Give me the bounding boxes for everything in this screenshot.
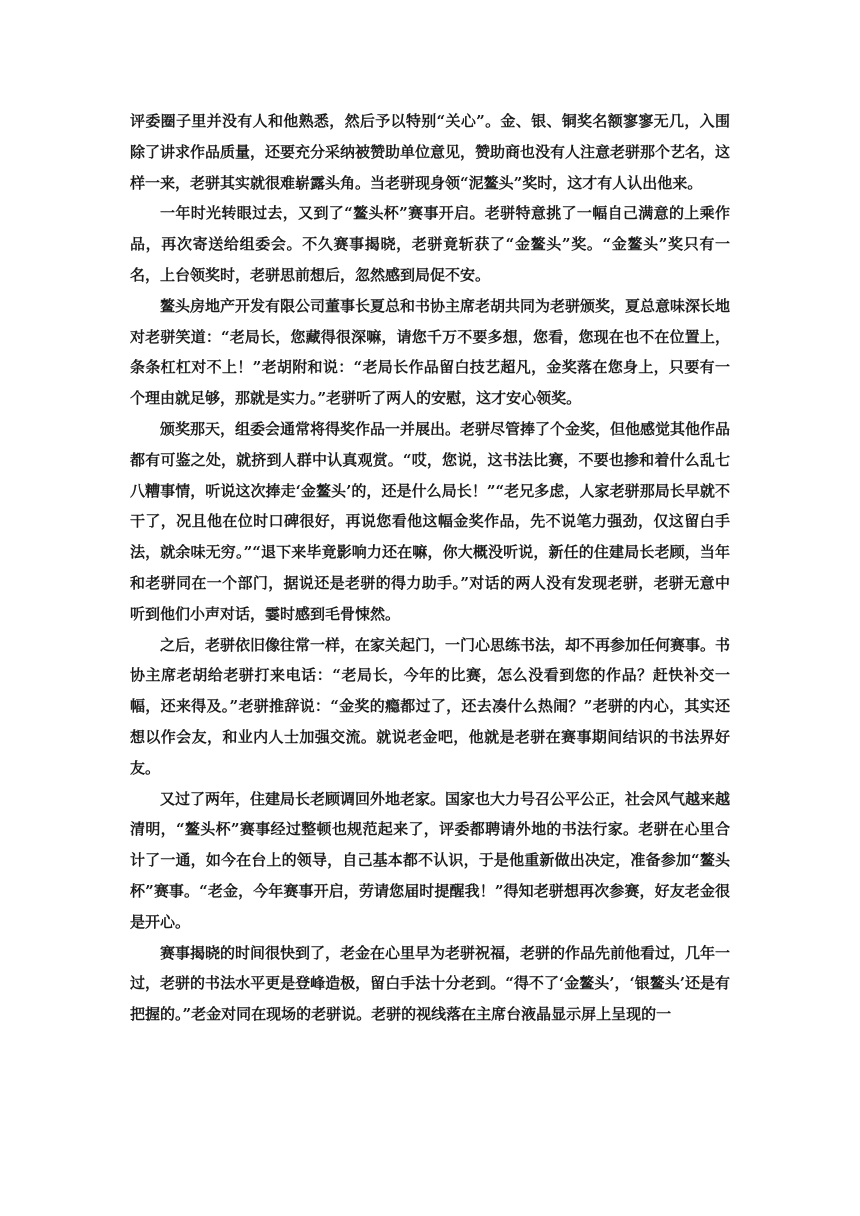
paragraph: 颁奖那天，组委会通常将得奖作品一并展出。老骈尽管捧了个金奖，但他感觉其他作品都有可鉴之处，就挤到人群中认真观赏。“哎，您说，这书法比赛，不要也掺和着什么乱七八糟事情，听说这次捧走‘金鳌头’的，还是什么局长！”“老兄多虑，人家老骈那局长早就不干了，况且他在位时口碑很好，再说您看他这幅金奖作品，先不说笔力强劲，仅这留白手法，就余味无穷。”“退下来毕竟影响力还在嘛，你大概没听说，新任的住建局长老顾，当年和老骈同在一个部门，据说还是老骈的得力助手。”对话的两人没有发现老骈，老骈无意中听到他们小声对话，霎时感到毛骨悚然。 (130, 419, 731, 623)
paragraph: 又过了两年，住建局长老顾调回外地老家。国家也大力号召公平公正，社会风气越来越清明，“鳌头杯”赛事经过整顿也规范起来了，评委都聘请外地的书法行家。老骈在心里合计了一通，如今在台上的领导，自己基本都不认识，于是他重新做出决定，准备参加“鳌头杯”赛事。“老金，今年赛事开启，劳请您届时提醒我！”得知老骈想再次参赛，好友老金很是开心。 (130, 789, 731, 931)
paragraph: 赛事揭晓的时间很快到了，老金在心里早为老骈祝福，老骈的作品先前他看过，几年一过，老骈的书法水平更是登峰造极，留白手法十分老到。“得不了‘金鳌头’，‘银鳌头’还是有把握的。”老金对同在现场的老骈说。老骈的视线落在主席台液晶显示屏上呈现的一 (130, 943, 731, 1024)
document-body (130, 106, 730, 1030)
paragraph: 之后，老骈依旧像往常一样，在家关起门，一门心思练书法，却不再参加任何赛事。书协主席老胡给老骈打来电话：“老局长，今年的比赛，怎么没看到您的作品？赶快补交一幅，还来得及。”老骈推辞说：“金奖的瘾都过了，还去凑什么热闹？”老骈的内心，其实还想以作会友，和业内人士加强交流。就说老金吧，他就是老骈在赛事期间结识的书法界好友。 (130, 635, 731, 777)
paragraph: 一年时光转眼过去，又到了“鳌头杯”赛事开启。老骈特意挑了一幅自己满意的上乘作品，再次寄送给组委会。不久赛事揭晓，老骈竟斩获了“金鳌头”奖。“金鳌头”奖只有一名，上台领奖时，老骈思前想后，忽然感到局促不安。 (130, 204, 730, 284)
paragraph: 评委圈子里并没有人和他熟悉，然后予以特别“关心”。金、银、铜奖名额寥寥无几，入围除了讲求作品质量，还要充分采纳被赞助单位意见，赞助商也没有人注意老骈那个艺名，这样一来，老骈其实就很难崭露头角。当老骈现身领“泥鳌头”奖时，这才有人认出他来。 (130, 112, 731, 192)
paragraph: 鳌头房地产开发有限公司董事长夏总和书协主席老胡共同为老骈颁奖，夏总意味深长地对老骈笑道：“老局长，您藏得很深嘛，请您千万不要多想，您看，您现在也不在位置上，条条杠杠对不上！”老胡附和说：“老局长作品留白技艺超凡，金奖落在您身上，只要有一个理由就足够，那就是实力。”老骈听了两人的安慰，这才安心领奖。 (130, 296, 731, 408)
